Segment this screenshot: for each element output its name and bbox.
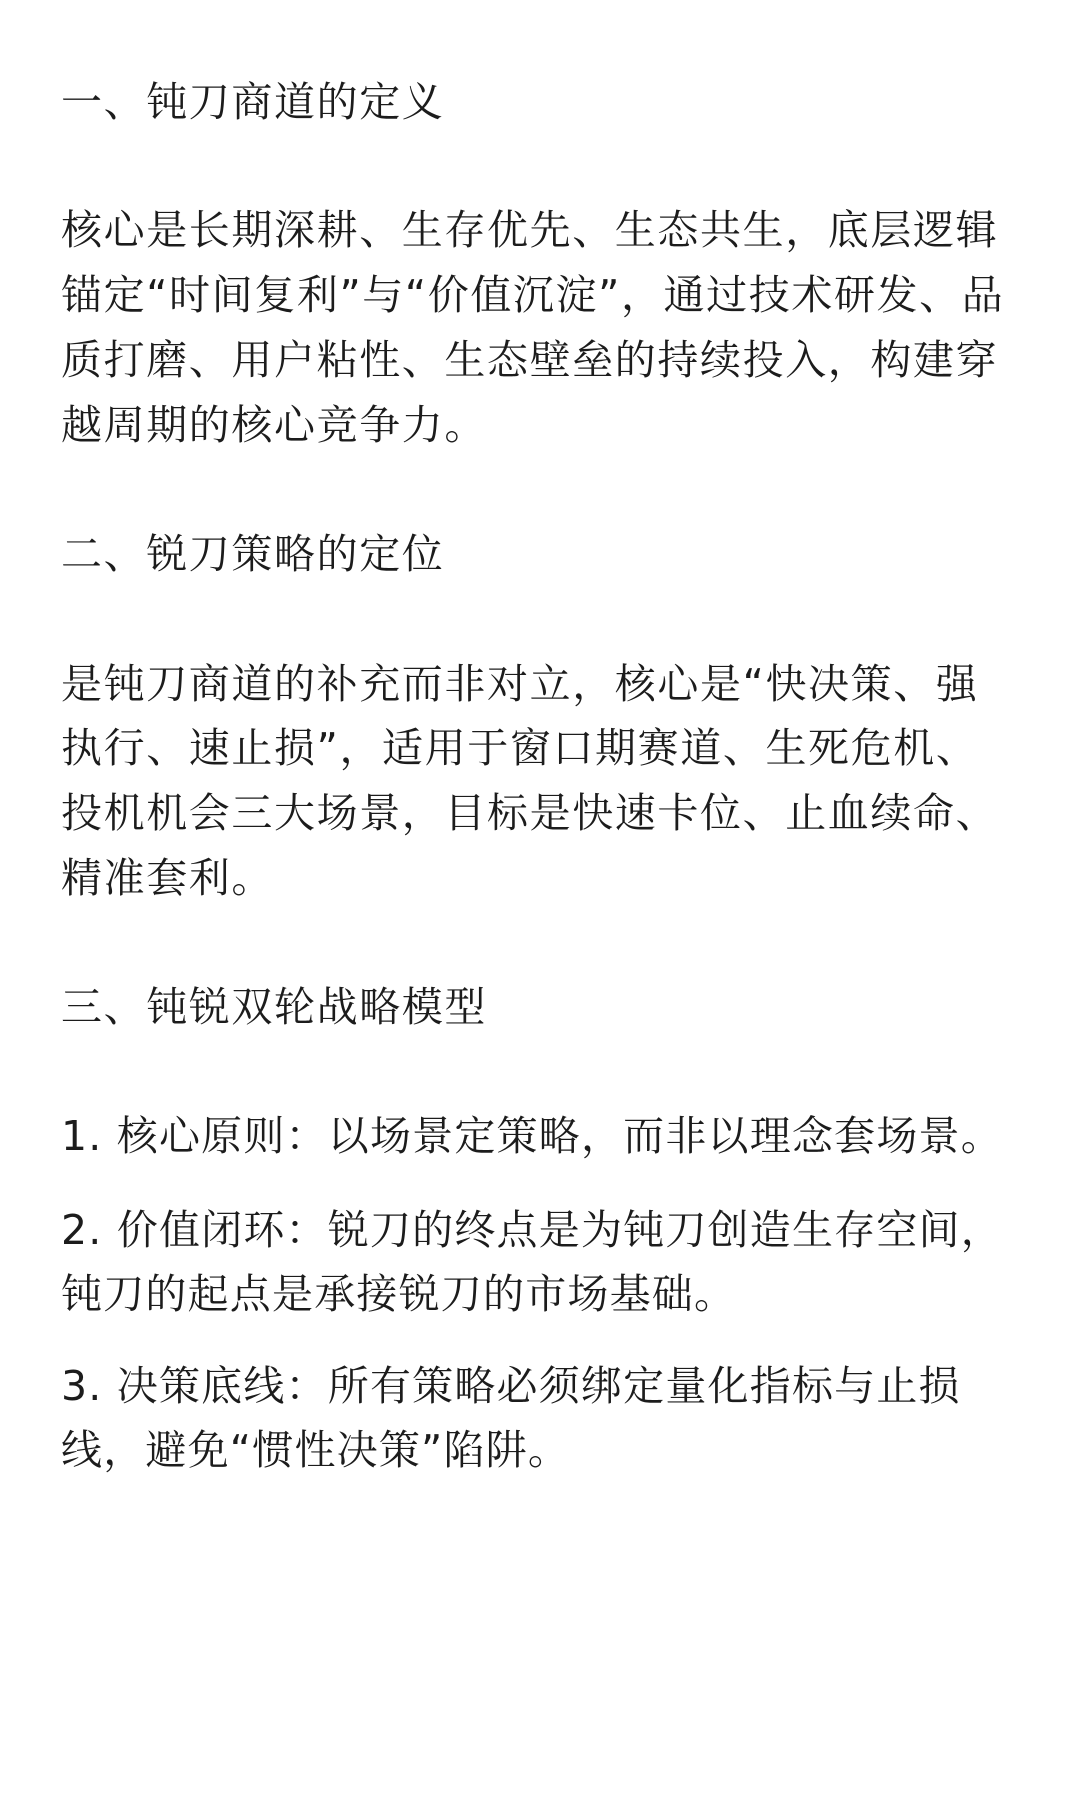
list-item-line: 钝刀的起点是承接锐刀的市场基础。 — [61, 1270, 737, 1318]
paragraph-line: 锚定“时间复利”与“价值沉淀”，通过技术研发、品 — [61, 271, 1005, 319]
list-item-line: 1. 核心原则：以场景定策略，而非以理念套场景。 — [61, 1112, 1003, 1160]
paragraph-line: 质打磨、用户粘性、生态壁垒的持续投入，构建穿 — [61, 336, 999, 384]
list-item-line: 线，避免“惯性决策”陷阱。 — [61, 1426, 571, 1474]
paragraph-line: 核心是长期深耕、生存优先、生态共生，底层逻辑 — [61, 206, 999, 254]
paragraph-line: 投机机会三大场景，目标是快速卡位、止血续命、 — [61, 789, 999, 837]
paragraph-line: 是钝刀商道的补充而非对立，核心是“快决策、强 — [61, 660, 979, 708]
paragraph-line: 执行、速止损”，适用于窗口期赛道、生死危机、 — [61, 724, 979, 772]
list-item-line: 3. 决策底线：所有策略必须绑定量化指标与止损 — [61, 1362, 961, 1410]
section-heading-positioning: 二、锐刀策略的定位 — [61, 530, 445, 578]
paragraph-line: 精准套利。 — [61, 854, 274, 902]
section-heading-definition: 一、钝刀商道的定义 — [61, 78, 445, 126]
paragraph-line: 越周期的核心竞争力。 — [61, 401, 487, 449]
section-heading-dual-wheel-model: 三、钝锐双轮战略模型 — [61, 983, 487, 1031]
list-item-line: 2. 价值闭环：锐刀的终点是为钝刀创造生存空间， — [61, 1206, 1003, 1254]
